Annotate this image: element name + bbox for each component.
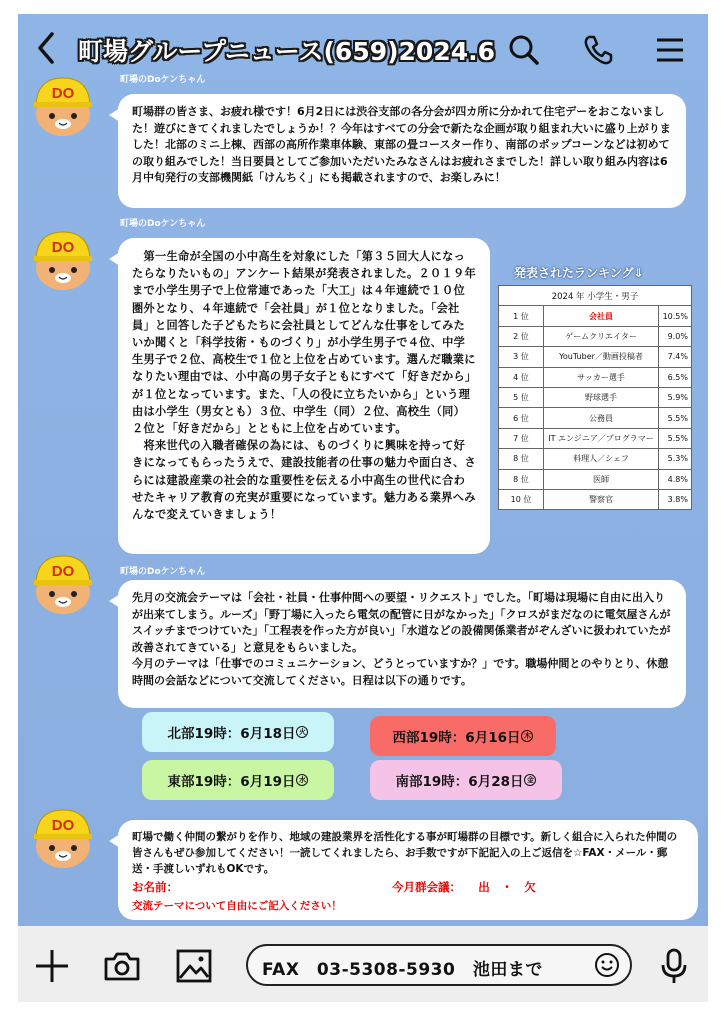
ranking-panel [498,264,694,510]
avatar[interactable] [30,552,96,618]
table-row: 8 位 料理人／シェフ 5.3% [499,449,692,469]
svg-text:DO: DO [51,239,75,256]
ranking-header: 2024 年 小学生・男子 [499,286,692,306]
meeting-label: 今月群会議： 出 ・ 欠 [392,880,536,894]
message-bubble-3: 先月の交流会テーマは「会社・社員・仕事仲間への要望・リクエスト」でした。「町場は現場に自由に出入りが出来てしまう。ルーズ」「野丁場に入ったら電気の配管に日がなかった」「クロスがまだなのに電気屋さんがスイッチまでつけていた」「工程表を作った方が良い」「水道などの設備関係業者がぞんざいに扱われていたが改善されてきている」と意見をもらいました。 今月のテーマは「仕事でのコミュニケーション、どうとっていますか？」です。職場仲間とのやりとり、休憩時間の会話などについて交流してください。日程は以下の通りです。 [118,580,686,708]
avatar[interactable] [30,806,96,872]
schedule-south: 南部19時：6月28日 金 [370,760,562,800]
chat-area [18,14,708,926]
message-text: 町場で働く仲間の繋がりを作り、地域の建設業界を活性化する事が町場群の目標です。新しく組合に入られた仲間の皆さんもぜひ参加してください！一読してくれましたら、お手数ですが下記記入の上ご返信を☆FAX・メール・郵送・手渡しいずれもOKです。 [132,831,678,875]
header [18,14,708,80]
chevron-left-icon[interactable] [32,30,62,66]
table-row: 4 位 サッカー選手 6.5% [499,367,692,387]
name-label: お名前： [132,880,178,894]
input-bar [18,926,708,1002]
sender-name: 町場のDoケンちゃん [120,219,206,229]
avatar[interactable] [30,228,96,294]
smile-icon[interactable] [594,952,620,978]
schedule-north: 北部19時：6月18日 火 [142,712,334,752]
image-icon[interactable] [174,946,214,986]
ranking-table [498,285,692,510]
table-row: 3 位 YouTuber／動画投稿者 7.4% [499,347,692,367]
table-row: 1 位 会社員 10.5% [499,306,692,326]
sender-name: 町場のDoケンちゃん [120,567,206,577]
message-bubble-4 [118,820,698,920]
table-row: 5 位 野球選手 5.9% [499,387,692,407]
camera-icon[interactable] [102,946,142,986]
message-bubble-2: 第一生命が全国の小中高生を対象にした「第３５回大人になったらなりたいもの」アンケート結果が発表されました。２０１９年まで小学生男子で上位常連であった「大工」は４年連続で１０位圏外となり、４年連続で「会社員」が１位となりました。「会社員」と回答した子どもたちに会社員としてどんな仕事をしてみたいか聞くと「科学技術・ものづくり」が小学生男子で４位、中学生男子で２位、高校生で１位と上位を占めています。選んだ職業になりたい理由では、小中高の男子女子ともにすべて「好きだから」が１位となっています。また、「人の役に立ちたいから」という理由は小学生（男女とも）３位、中学生（同）２位、高校生（同）２位と「好きだから」とともに上位を占めています。 将来世代の入職者確保の為には、ものづくりに興味を持って好きになってもらったうえで、建設技能者の仕事の魅力や面白さ、さらには建設産業の社会的な重要性を伝える小中高生の世代に合わせたキャリア教育の充実が重要になっています。魅力ある業界へみんなで変えていきましょう！ [118,238,490,554]
free-label: 交流テーマについて自由にご記入ください！ [132,900,342,912]
plus-icon[interactable] [32,946,72,986]
message-bubble-1: 町場群の皆さま、お疲れ様です！6月2日には渋谷支部の各分会が四カ所に分かれて住宅デーをおこないました！遊びにきてくれましたでしょうか！？今年はすべての分会で新たな企画が取り組まれ大いに盛り上がりました！北部のミニ上棟、西部の高所作業車体験、東部の畳コースター作り、南部のポップコーンなどは初めての取り組みでした！当日要員としてご参加いただいたみなさんはお疲れさまでした！詳しい取り組み内容は6月中旬発行の支部機関紙「けんちく」にも掲載されますので、お楽しみに！ [118,94,686,208]
message-input[interactable] [246,944,632,986]
schedule-west: 西部19時：6月16日 木 [370,716,556,756]
menu-icon[interactable] [652,32,688,68]
table-row: 10 位 警察官 3.8% [499,489,692,509]
svg-text:DO: DO [51,85,75,102]
mic-icon[interactable] [654,946,694,986]
phone-icon[interactable] [580,32,616,68]
schedule-east: 東部19時：6月19日 水 [142,760,334,800]
table-row: 8 位 医師 4.8% [499,469,692,489]
svg-text:DO: DO [51,563,75,580]
search-icon[interactable] [506,32,542,68]
table-row: 6 位 公務員 5.5% [499,408,692,428]
message-input-text: FAX 03-5308-5930 池田まで [262,960,543,980]
page-title: 町場グループニュース(659)2024.6 [78,37,496,66]
table-row: 2 位 ゲームクリエイター 9.0% [499,326,692,346]
ranking-title: 発表されたランキング⇓ [514,266,644,280]
avatar[interactable] [30,74,96,140]
table-row: 7 位 IT エンジニア／プログラマー 5.5% [499,428,692,448]
svg-text:DO: DO [51,817,75,834]
sender-name: 町場のDoケンちゃん [120,75,206,85]
